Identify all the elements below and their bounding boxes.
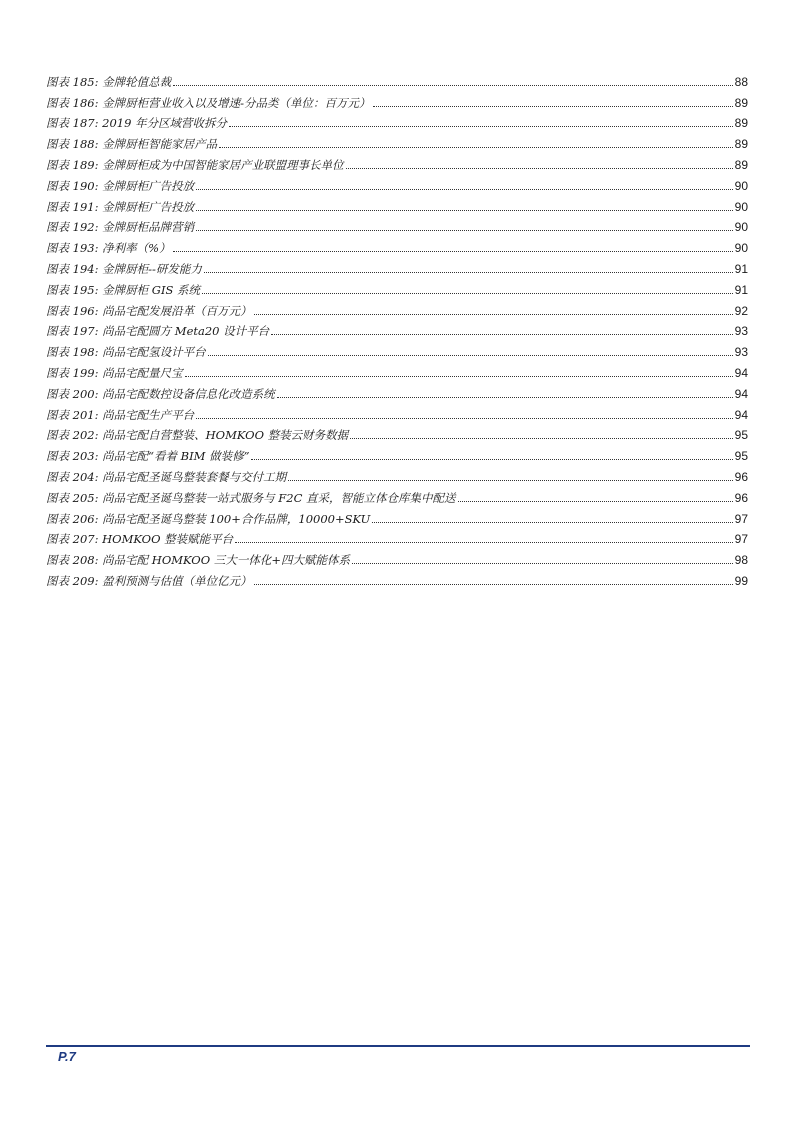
toc-entry-page: 91: [734, 282, 748, 297]
toc-dot-leader: [352, 563, 733, 564]
toc-dot-leader: [373, 106, 733, 107]
toc-dot-leader: [271, 334, 732, 335]
toc-dot-leader: [196, 189, 733, 190]
toc-dot-leader: [277, 397, 733, 398]
toc-dot-leader: [346, 168, 733, 169]
toc-dot-leader: [173, 251, 733, 252]
toc-entry-title: 尚品宅配发展沿革（百万元）: [102, 303, 252, 318]
toc-entry-page: 97: [734, 511, 748, 526]
toc-entry-page: 90: [734, 178, 748, 193]
toc-entry-label: 图表 186:: [46, 95, 99, 110]
toc-entry[interactable]: [46, 567, 748, 588]
toc-entry[interactable]: [46, 442, 748, 463]
toc-dot-leader: [350, 438, 732, 439]
toc-dot-leader: [204, 272, 733, 273]
toc-entry-title: 尚品宅配生产平台: [102, 407, 195, 422]
toc-entry-title: 金牌厨柜智能家居产品: [102, 137, 218, 152]
toc-entry-page: 90: [734, 241, 748, 256]
toc-entry[interactable]: [46, 526, 748, 547]
toc-dot-leader: [235, 542, 732, 543]
toc-dot-leader: [229, 126, 733, 127]
toc-entry-page: 89: [734, 95, 748, 110]
toc-entry-page: 90: [734, 199, 748, 214]
toc-entry[interactable]: [46, 380, 748, 401]
toc-entry[interactable]: [46, 359, 748, 380]
toc-dot-leader: [196, 418, 733, 419]
toc-entry-label: 图表 188:: [46, 137, 99, 152]
toc-entry-page: 89: [734, 137, 748, 152]
toc-entry-label: 图表 209:: [46, 573, 99, 588]
toc-entry-label: 图表 202:: [46, 428, 99, 443]
toc-entry[interactable]: [46, 484, 748, 505]
toc-entry-page: 93: [734, 345, 748, 360]
toc-entry[interactable]: [46, 546, 748, 567]
toc-dot-leader: [288, 480, 733, 481]
toc-entry[interactable]: [46, 276, 748, 297]
toc-entry-label: 图表 201:: [46, 407, 99, 422]
toc-dot-leader: [254, 584, 733, 585]
toc-entry-page: 99: [734, 573, 748, 588]
toc-entry-label: 图表 185:: [46, 74, 99, 89]
toc-entry-label: 图表 193:: [46, 241, 99, 256]
toc-entry[interactable]: [46, 193, 748, 214]
toc-entry-title: 尚品宅配“看着 BIM 做装修”: [102, 449, 250, 464]
toc-entry-title: 2019 年分区域营收拆分: [102, 116, 228, 131]
toc-entry-label: 图表 203:: [46, 449, 99, 464]
toc-entry-label: 图表 196:: [46, 303, 99, 318]
toc-entry-title: 金牌厨柜广告投放: [102, 178, 195, 193]
toc-dot-leader: [219, 147, 733, 148]
toc-entry-title: 尚品宅配圣诞鸟整装 100+合作品牌，10000+SKU: [102, 511, 371, 526]
toc-entry-page: 89: [734, 116, 748, 131]
toc-entry[interactable]: [46, 297, 748, 318]
toc-entry-label: 图表 200:: [46, 386, 99, 401]
toc-dot-leader: [254, 314, 733, 315]
toc-dot-leader: [251, 459, 732, 460]
toc-entry-page: 91: [734, 261, 748, 276]
toc-entry-label: 图表 192:: [46, 220, 99, 235]
toc-entry[interactable]: [46, 401, 748, 422]
toc-entry-page: 93: [734, 324, 748, 339]
toc-entry[interactable]: [46, 255, 748, 276]
toc-entry-title: 尚品宅配圣诞鸟整装一站式服务与 F2C 直采，智能立体仓库集中配送: [102, 490, 456, 505]
toc-dot-leader: [202, 293, 733, 294]
toc-entry-page: 94: [734, 386, 748, 401]
toc-entry-label: 图表 208:: [46, 553, 99, 568]
toc-entry-page: 97: [734, 532, 748, 547]
toc-dot-leader: [196, 230, 733, 231]
toc-entry[interactable]: [46, 234, 748, 255]
toc-entry-title: 金牌厨柜--研发能力: [102, 261, 202, 276]
toc-entry-title: 金牌厨柜成为中国智能家居产业联盟理事长单位: [102, 157, 344, 172]
toc-entry-title: 金牌厨柜广告投放: [102, 199, 195, 214]
toc-entry-label: 图表 191:: [46, 199, 99, 214]
page-number: P.7: [58, 1049, 76, 1064]
toc-entry-title: 尚品宅配量尺宝: [102, 365, 183, 380]
table-of-figures: [46, 68, 748, 588]
toc-dot-leader: [208, 355, 733, 356]
toc-entry-page: 90: [734, 220, 748, 235]
toc-dot-leader: [173, 85, 733, 86]
toc-entry-page: 94: [734, 365, 748, 380]
toc-entry-page: 88: [734, 74, 748, 89]
toc-dot-leader: [372, 522, 732, 523]
toc-entry-label: 图表 194:: [46, 261, 99, 276]
toc-entry-title: 尚品宅配圆方 Meta20 设计平台: [102, 324, 270, 339]
toc-entry-label: 图表 197:: [46, 324, 99, 339]
toc-entry-label: 图表 190:: [46, 178, 99, 193]
toc-entry[interactable]: [46, 505, 748, 526]
toc-entry-title: 金牌轮值总裁: [102, 74, 172, 89]
toc-entry[interactable]: [46, 172, 748, 193]
toc-entry-label: 图表 205:: [46, 490, 99, 505]
toc-entry[interactable]: [46, 214, 748, 235]
footer-rule: [46, 1045, 750, 1047]
toc-entry-label: 图表 204:: [46, 469, 99, 484]
toc-entry-label: 图表 199:: [46, 365, 99, 380]
toc-entry-page: 95: [734, 428, 748, 443]
toc-entry-page: 89: [734, 157, 748, 172]
toc-entry-label: 图表 207:: [46, 532, 99, 547]
toc-entry-title: HOMKOO 整装赋能平台: [102, 532, 234, 547]
toc-entry[interactable]: [46, 110, 748, 131]
toc-entry-label: 图表 206:: [46, 511, 99, 526]
toc-entry[interactable]: [46, 338, 748, 359]
toc-entry[interactable]: [46, 422, 748, 443]
toc-entry-title: 尚品宅配圣诞鸟整装套餐与交付工期: [102, 469, 287, 484]
toc-entry[interactable]: [46, 463, 748, 484]
toc-entry-label: 图表 189:: [46, 157, 99, 172]
toc-entry-page: 96: [734, 469, 748, 484]
toc-entry-page: 95: [734, 449, 748, 464]
toc-entry-page: 92: [734, 303, 748, 318]
toc-entry[interactable]: [46, 318, 748, 339]
toc-dot-leader: [458, 501, 733, 502]
toc-entry-title: 金牌厨柜 GIS 系统: [102, 282, 201, 297]
toc-entry[interactable]: [46, 151, 748, 172]
toc-entry-label: 图表 187:: [46, 116, 99, 131]
toc-entry-page: 96: [734, 490, 748, 505]
toc-entry-page: 98: [734, 553, 748, 568]
toc-entry-label: 图表 195:: [46, 282, 99, 297]
toc-entry-title: 金牌厨柜营业收入以及增速-分品类（单位：百万元）: [102, 95, 371, 110]
toc-dot-leader: [185, 376, 733, 377]
toc-entry[interactable]: [46, 68, 748, 89]
toc-entry-title: 尚品宅配数控设备信息化改造系统: [102, 386, 275, 401]
toc-entry-title: 金牌厨柜品牌营销: [102, 220, 195, 235]
toc-entry[interactable]: [46, 130, 748, 151]
toc-entry-title: 尚品宅配自营整装、HOMKOO 整装云财务数据: [102, 428, 349, 443]
toc-entry-title: 盈利预测与估值（单位亿元）: [102, 573, 252, 588]
toc-dot-leader: [196, 210, 733, 211]
toc-entry-title: 净利率（%）: [102, 241, 171, 256]
toc-entry[interactable]: [46, 89, 748, 110]
toc-entry-label: 图表 198:: [46, 345, 99, 360]
toc-entry-page: 94: [734, 407, 748, 422]
toc-entry-title: 尚品宅配氢设计平台: [102, 345, 206, 360]
toc-entry-title: 尚品宅配 HOMKOO 三大一体化+四大赋能体系: [102, 553, 350, 568]
